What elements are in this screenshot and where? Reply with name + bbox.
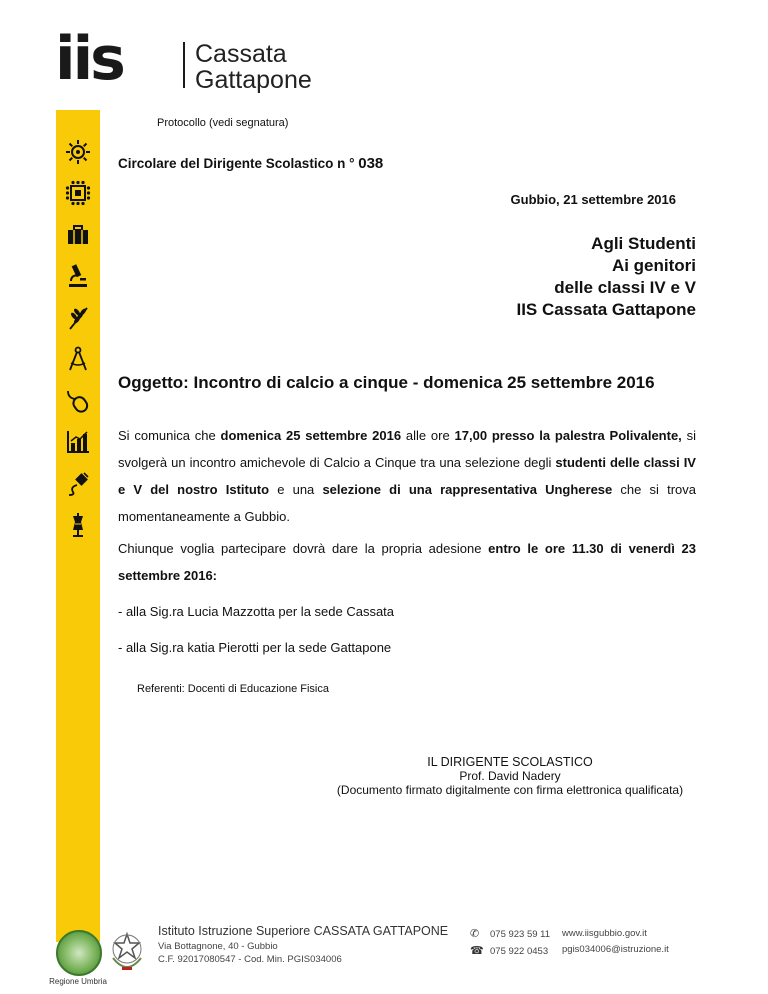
email-link[interactable]: pgis034006@istruzione.it — [562, 944, 669, 955]
italian-republic-emblem-icon — [106, 928, 148, 976]
wheat-icon — [60, 300, 96, 335]
logo-mark: iis — [55, 24, 123, 94]
signature-name: Prof. David Nadery — [459, 769, 561, 783]
mouse-icon — [60, 383, 96, 418]
electric-plug-icon — [60, 466, 96, 501]
referents-note: Referenti: Docenti di Educazione Fisica — [137, 683, 329, 695]
recipient-line: Agli Studenti — [591, 234, 696, 253]
protocol-note: Protocollo (vedi segnatura) — [157, 117, 289, 129]
contact-web — [562, 926, 669, 958]
sun-gear-icon — [60, 134, 96, 169]
bar-chart-icon — [60, 425, 96, 460]
website-link[interactable]: www.iisgubbio.gov.it — [562, 928, 647, 939]
region-umbria-logo — [56, 930, 102, 976]
logo-name: Cassata Gattapone — [195, 40, 312, 94]
body-paragraph-2: Chiunque voglia partecipare dovrà dare la propria adesione entro le ore 11.30 di venerdì 23 settembre 2016: — [118, 541, 696, 583]
sidebar-icons — [60, 134, 96, 549]
institute-name: Istituto Istruzione Superiore CASSATA GATTAPONE — [158, 924, 449, 938]
mannequin-icon — [60, 508, 96, 543]
recipient-line: delle classi IV e V — [554, 278, 696, 297]
microscope-icon — [60, 259, 96, 294]
signature-role: IL DIRIGENTE SCOLASTICO — [427, 755, 593, 769]
recipient-line: Ai genitori — [611, 256, 696, 275]
region-label: Regione Umbria — [49, 977, 107, 986]
logo-divider — [183, 42, 185, 88]
circuit-chip-icon — [60, 176, 96, 211]
contact-list-item: - alla Sig.ra Lucia Mazzotta per la sede Cassata — [118, 604, 395, 619]
institute-address: Via Bottagnone, 40 - Gubbio C.F. 92017080547 - Cod. Min. PGIS034006 — [158, 941, 342, 965]
circular-number: Circolare del Dirigente Scolastico n ° 038 — [118, 155, 384, 172]
contact-list-item: - alla Sig.ra katia Pierotti per la sede Gattapone — [118, 640, 392, 655]
suitcase-icon — [60, 217, 96, 252]
recipients-block — [516, 233, 696, 321]
fax-icon: ☎ — [470, 945, 484, 957]
recipient-line: IIS Cassata Gattapone — [516, 300, 696, 319]
page-footer — [0, 918, 768, 994]
subject-line: Oggetto: Incontro di calcio a cinque - domenica 25 settembre 2016 — [118, 373, 655, 392]
compass-icon — [60, 342, 96, 377]
letter-date: Gubbio, 21 settembre 2016 — [510, 192, 676, 207]
body-paragraph-1: Si comunica che domenica 25 settembre 2016 alle ore 17,00 presso la palestra Polivalente, si svolgerà un incontro amichevole di Calcio a Cinque tra una selezione degli studenti delle classi IV e V del nostro Istituto e una selezione di una rappresentativa Ungherese che si trova momentaneamente a Gubbio. — [118, 428, 696, 524]
signature-note: (Documento firmato digitalmente con firma elettronica qualificata) — [336, 783, 684, 797]
contact-phones: ✆ 075 923 59 11 ☎ 075 922 0453 — [470, 928, 551, 957]
phone-icon: ✆ — [470, 928, 480, 940]
